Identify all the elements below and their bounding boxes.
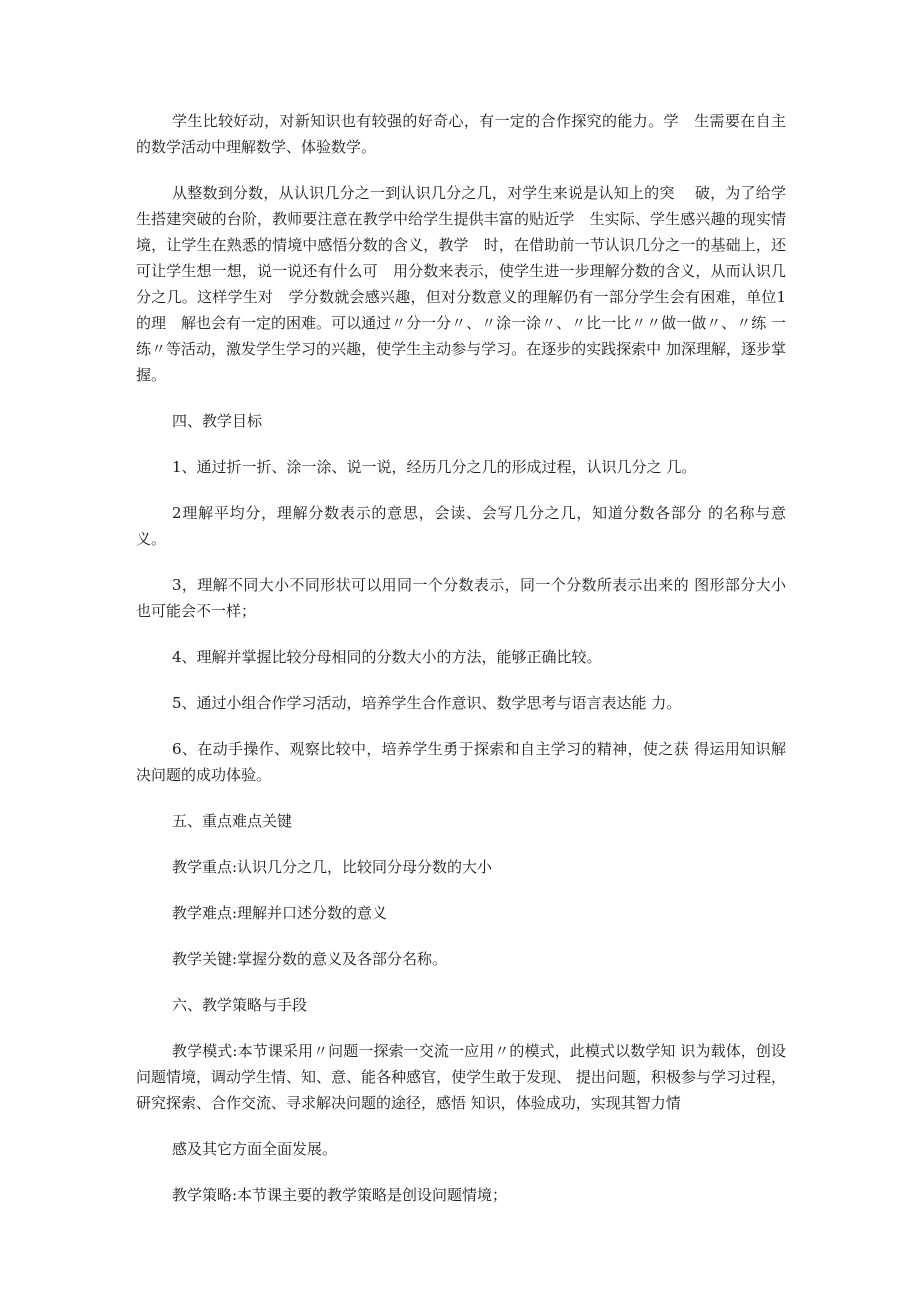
goal-item-1: 1、通过折一折、涂一涂、说一说，经历几分之几的形成过程，认识几分之 几。: [172, 458, 697, 476]
paragraph-teaching-mode-continued: 感及其它方面全面发展。: [172, 1140, 338, 1158]
heading-strategies: 六、教学策略与手段: [172, 996, 308, 1014]
heading-key-points: 五、重点难点关键: [172, 812, 293, 830]
goal-item-3: 3，理解不同大小不同形状可以用同一个分数表示，同一个分数所表示出来的 图形部分大小也可能会不一样；: [136, 576, 786, 620]
goal-item-4: 4、理解并掌握比较分母相同的分数大小的方法，能够正确比较。: [172, 648, 602, 666]
key-point-focus: 教学重点:认识几分之几，比较同分母分数的大小: [172, 858, 493, 876]
paragraph-integer-to-fraction: 从整数到分数，从认识几分之一到认识几分之几，对学生来说是认知上的突 破，为了给学生搭建突破的台阶，教师要注意在教学中给学生提供丰富的贴近学 生实际、学生感兴趣的现实情境，让学生在熟悉的情境中感悟分数的含义，教学 时，在借助前一节认识几分之一的基础上，还可让学生想一想，说一说还有什么可 用分数来表示，使学生进一步理解分数的含义，从而认识几分之几。这样学生对 学分数就会感兴趣，但对分数意义的理解仍有一部分学生会有困难，单位1的理 解也会有一定的困难。可以通过〃分一分〃、〃涂一涂〃、〃比一比〃〃做一做〃、〃练 一练〃等活动，激发学生学习的兴趣，使学生主动参与学习。在逐步的实践探索中 加深理解，逐步掌握。: [136, 184, 786, 384]
document-body: [136, 108, 786, 1208]
key-point-difficulty: 教学难点:理解并口述分数的意义: [172, 904, 388, 922]
heading-teaching-goals: 四、教学目标: [172, 412, 263, 430]
goal-item-6: 6、在动手操作、观察比较中，培养学生勇于探索和自主学习的精神，使之获 得运用知识解决问题的成功体验。: [136, 740, 786, 784]
key-point-crux: 教学关键:掌握分数的意义及各部分名称。: [172, 950, 448, 968]
paragraph-teaching-strategy: 教学策略:本节课主要的教学策略是创设问题情境；: [172, 1186, 508, 1204]
paragraph-student-traits: 学生比较好动，对新知识也有较强的好奇心，有一定的合作探究的能力。学 生需要在自主的数学活动中理解数学、体验数学。: [136, 112, 786, 156]
goal-item-5: 5、通过小组合作学习活动，培养学生合作意识、数学思考与语言表达能 力。: [172, 694, 682, 712]
goal-item-2: 2理解平均分，理解分数表示的意思，会读、会写几分之几，知道分数各部分 的名称与意义。: [136, 504, 786, 548]
paragraph-teaching-mode: 教学模式:本节课采用〃问题一探索一交流一应用〃的模式，此模式以数学知 识为载体，创设问题情境，调动学生情、知、意、能各种感官，使学生敢于发现、 提出问题，积极参与学习过程，研究探索、合作交流、寻求解决问题的途径，感悟 知识，体验成功，实现其智力情: [136, 1042, 786, 1112]
